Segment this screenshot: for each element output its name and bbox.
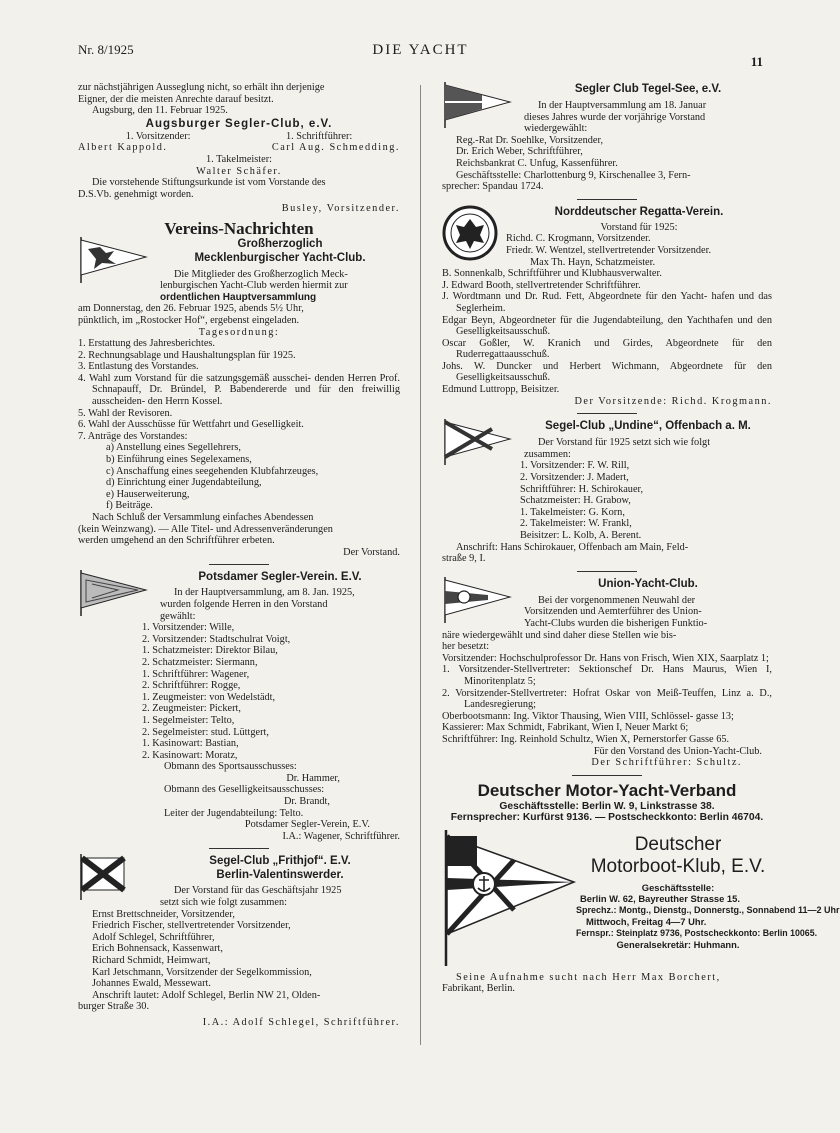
list-item: Max Th. Hayn, Schatzmeister. bbox=[530, 256, 656, 268]
ad-title-line: Motorboot-Klub, E.V. bbox=[590, 855, 766, 877]
text-line: setzt sich wie folgt zusammen: bbox=[160, 897, 287, 909]
list-item: Edgar Beyn, Abgeordneter für die Jugendabteilung, den Yachthafen und den Geselligkeitsausschuß. bbox=[442, 314, 772, 338]
role-label: 1. Schriftführer: bbox=[285, 130, 353, 142]
agenda-item: 2. Rechnungsablage und Haushaltungsplan für 1925. bbox=[78, 349, 296, 361]
text-line: D.S.Vb. genehmigt worden. bbox=[78, 188, 194, 200]
text-line: Obmann des Sportsausschusses: bbox=[164, 761, 297, 773]
text-line: zur nächstjährigen Ausseglung nicht, so erhält ihn derjenige bbox=[78, 82, 325, 93]
text-line: Die Mitglieder des Großherzoglich Meck- bbox=[174, 268, 348, 280]
member-list bbox=[78, 622, 400, 761]
text-line: Bei der vorgenommenen Neuwahl der bbox=[538, 594, 696, 606]
club-title: Mecklenburgischer Yacht-Club. bbox=[194, 251, 366, 264]
agenda-subitem: d) Einrichtung einer Jugendabteilung, bbox=[106, 477, 262, 489]
club-title: Segler Club Tegel-See, e.V. bbox=[574, 83, 722, 95]
text-line: Anschrift: Hans Schirokauer, Offenbach am Main, Feld- bbox=[456, 541, 689, 553]
signature: Der Vorsitzende: Richd. Krogmann. bbox=[574, 395, 772, 407]
member-list bbox=[442, 460, 772, 541]
pennant-icon bbox=[442, 419, 512, 465]
agenda-item: 5. Wahl der Revisoren. bbox=[78, 407, 173, 419]
text-line: Die vorstehende Stiftungsurkunde ist vom Vorstande des bbox=[92, 177, 326, 189]
list-item: Richard Schmidt, Heimwart, bbox=[92, 955, 211, 966]
text-line: gewählt: bbox=[160, 610, 196, 622]
text-line: am Donnerstag, den 26. Februar 1925, abends 5½ Uhr, bbox=[78, 303, 304, 315]
list-item: Adolf Schlegel, Schriftführer, bbox=[92, 931, 215, 943]
list-item: 1. Vorsitzender: F. W. Rill, bbox=[520, 460, 630, 472]
text-line: näre wiedergewählt und sind daher diese Stellen wie bis- bbox=[442, 629, 677, 641]
pennant-icon bbox=[442, 577, 512, 623]
ad-line: Sprechz.: Montg., Dienstg., Donnerstg., Sonnabend 11—2 Uhr bbox=[576, 904, 840, 915]
club-title: Berlin-Valentinswerder. bbox=[216, 869, 344, 882]
section-divider bbox=[209, 564, 269, 565]
section-divider bbox=[577, 199, 637, 200]
text-line: Fabrikant, Berlin. bbox=[442, 983, 515, 995]
ad-line: Berlin W. 62, Bayreuther Strasse 15. bbox=[580, 893, 740, 905]
list-item: J. Wordtmann und Dr. Rud. Fett, Abgeordnete für den Yacht- hafen und das Seglerheim. bbox=[442, 291, 772, 314]
signature: Der Schriftführer: Schultz. bbox=[591, 757, 742, 769]
ad-line: Generalsekretär: Huhmann. bbox=[616, 938, 740, 950]
list-item: 1. Zeugmeister: von Wedelstädt, bbox=[142, 691, 276, 703]
list-item: Edmund Luttropp, Beisitzer. bbox=[442, 384, 560, 396]
list-item: 1. Schriftführer: Wagener, bbox=[142, 668, 250, 680]
text-line: Obmann des Geselligkeitsausschusses: bbox=[164, 784, 325, 796]
club-emblem-icon bbox=[442, 205, 498, 261]
bold-text: ordentlichen Hauptversammlung bbox=[160, 291, 317, 303]
text-line: wurden folgende Herren in den Vorstand bbox=[160, 598, 328, 610]
role-row bbox=[78, 131, 400, 143]
member-name: Dr. Brandt, bbox=[283, 796, 330, 808]
pennant-icon bbox=[442, 82, 512, 128]
list-item: Ernst Brettschneider, Vorsitzender, bbox=[92, 908, 235, 920]
club-title: Norddeutscher Regatta-Verein. bbox=[554, 205, 724, 218]
list-item: 2. Vorsitzender: J. Madert, bbox=[520, 472, 629, 484]
text-line: zusammen: bbox=[524, 448, 571, 460]
text-line: Nach Schluß der Versammlung einfaches Abendessen bbox=[92, 512, 314, 523]
agenda-subitem: e) Hauserweiterung, bbox=[106, 488, 190, 500]
list-item: 2. Vorsitzender-Stellvertreter: Hofrat Oskar von Meiß-Teuffen, Linz a. D., Landesregierung; bbox=[442, 687, 772, 711]
role-label: 1. Vorsitzender: bbox=[125, 130, 191, 142]
augsburg-section bbox=[78, 82, 400, 215]
union-section bbox=[442, 577, 772, 769]
left-column bbox=[78, 82, 400, 1029]
member-list bbox=[78, 909, 400, 990]
page-number: 11 bbox=[750, 54, 763, 69]
list-item: 1. Takelmeister: G. Korn, bbox=[520, 506, 625, 518]
list-item: Richd. C. Krogmann, Vorsitzender. bbox=[506, 233, 651, 245]
text-line: In der Hauptversammlung, am 8. Jan. 1925, bbox=[174, 587, 355, 599]
list-item: Erich Bohnensack, Kassenwart, bbox=[92, 943, 223, 955]
ad-line: Fernspr.: Steinplatz 9736, Postscheckkonto: Berlin 10065. bbox=[576, 927, 818, 938]
agenda-subitem: f) Beiträge. bbox=[106, 500, 153, 512]
ad-title-line: Deutscher bbox=[634, 833, 722, 855]
list-item: 2. Kasinowart: Moratz, bbox=[142, 749, 238, 761]
issue-number: Nr. 8/1925 bbox=[78, 42, 134, 57]
agenda-item: 7. Anträge des Vorstandes: bbox=[78, 430, 188, 442]
list-item: 1. Kasinowart: Bastian, bbox=[142, 738, 239, 750]
list-item: 2. Schatzmeister: Siermann, bbox=[142, 656, 258, 668]
text-line: Eigner, der die meisten Anrechte darauf besitzt. bbox=[78, 93, 274, 105]
section-divider bbox=[572, 775, 642, 776]
list-item: Schatzmeister: H. Grabow, bbox=[520, 495, 631, 507]
undine-section bbox=[442, 419, 772, 565]
text-line: Vorstand für 1925: bbox=[600, 221, 678, 233]
text-line: werden umgehend an den Schriftführer erbeten. bbox=[78, 535, 275, 547]
ad-title: Deutscher Motor-Yacht-Verband bbox=[477, 780, 737, 800]
list-item: 1. Schatzmeister: Direktor Bilau, bbox=[142, 645, 278, 657]
signature: Potsdamer Segler-Verein, E.V. bbox=[244, 819, 370, 831]
agenda-item: 3. Entlastung des Vorstandes. bbox=[78, 361, 199, 373]
text-line: her besetzt: bbox=[442, 641, 490, 653]
motorboat-club-pennant-icon bbox=[442, 830, 578, 966]
section-divider bbox=[577, 571, 637, 572]
club-title: Segel-Club „Frithjof“. E.V. bbox=[209, 855, 351, 868]
magazine-title: DIE YACHT bbox=[372, 42, 469, 58]
club-title: Augsburger Segler-Club, e.V. bbox=[145, 117, 333, 130]
text-line: straße 9, I. bbox=[442, 553, 486, 565]
club-title: Großherzoglich bbox=[237, 237, 323, 250]
text-line: Geschäftsstelle: Charlottenburg 9, Kirschenallee 3, Fern- bbox=[456, 169, 691, 181]
list-item: Johs. W. Duncker und Herbert Wichmann, Abgeordnete für den Geselligkeitsausschuß. bbox=[442, 360, 772, 384]
text-line: lenburgischen Yacht-Club werden hiermit zur bbox=[160, 280, 348, 292]
right-column bbox=[442, 82, 840, 995]
list-item: Dr. Erich Weber, Schriftführer, bbox=[456, 146, 583, 158]
signature: Für den Vorstand des Union-Yacht-Club. bbox=[593, 745, 762, 757]
text-line: sprecher: Spandau 1724. bbox=[442, 181, 544, 193]
text-line: Leiter der Jugendabteilung: Telto. bbox=[164, 807, 304, 819]
list-item: Schriftführer: H. Schirokauer, bbox=[520, 483, 644, 495]
member-list bbox=[442, 135, 772, 170]
list-item: J. Edward Booth, stellvertretender Schriftführer. bbox=[442, 279, 641, 291]
club-title: Union-Yacht-Club. bbox=[598, 577, 698, 590]
list-item: Johannes Ewald, Messewart. bbox=[92, 978, 211, 990]
agenda-item: 4. Wahl zum Vorstand für die satzungsgemäß ausschei- denden Herren Prof. Schnapauff, Dr. Bründel, P. Babendererde und für den freiwillig ausscheiden- den Herrn Kossel. bbox=[78, 372, 400, 408]
text-line: Augsburg, den 11. Februar 1925. bbox=[92, 105, 228, 117]
list-item: Reg.-Rat Dr. Soehlke, Vorsitzender, bbox=[456, 134, 604, 146]
text-line: Seine Aufnahme sucht nach Herr Max Borchert, bbox=[456, 971, 721, 983]
member-name: Dr. Hammer, bbox=[286, 772, 340, 784]
ad-phone: Fernsprecher: Kurfürst 9136. — Postscheckkonto: Berlin 46704. bbox=[450, 812, 764, 824]
member-name: Carl Aug. Schmedding. bbox=[271, 142, 400, 154]
agenda-item: 1. Erstattung des Jahresberichtes. bbox=[78, 338, 215, 350]
list-item: 1. Vorsitzender: Wille, bbox=[142, 622, 235, 634]
list-item: Oberbootsmann: Ing. Viktor Thausing, Wien VIII, Schlössel- gasse 13; bbox=[442, 710, 734, 722]
list-item: 2. Takelmeister: W. Frankl, bbox=[520, 518, 632, 530]
member-name: Albert Kappold. bbox=[78, 142, 168, 154]
signature: I.A.: Wagener, Schriftführer. bbox=[282, 830, 400, 842]
potsdam-section bbox=[78, 570, 400, 842]
text-line: Yacht-Clubs wurden die bisherigen Funktio- bbox=[524, 617, 708, 629]
list-item: Reichsbankrat C. Unfug, Kassenführer. bbox=[456, 157, 618, 169]
list-item: Schriftführer: Ing. Reinhold Schultz, Wien X, Pernerstorfer Gasse 65. bbox=[442, 733, 730, 745]
list-item: Beisitzer: L. Kolb, A. Berent. bbox=[520, 530, 642, 541]
text-line: (kein Weinzwang). — Alle Titel- und Adressenveränderungen bbox=[78, 523, 333, 535]
list-item: Karl Jetschmann, Vorsitzender der Segelkommission, bbox=[92, 966, 312, 978]
agenda-subitem: b) Einführung eines Segelexamens, bbox=[106, 454, 252, 466]
text-line: Anschrift lautet: Adolf Schlegel, Berlin NW 21, Olden- bbox=[92, 989, 321, 1001]
list-item: Friedrich Fischer, stellvertretender Vorsitzender, bbox=[92, 920, 291, 932]
club-title: Segel-Club „Undine“, Offenbach a. M. bbox=[545, 420, 751, 433]
pennant-icon bbox=[78, 854, 148, 900]
column-divider bbox=[420, 85, 421, 1045]
dmbk-ad bbox=[442, 830, 840, 966]
text-line: dieses Jahres wurde der vorjährige Vorstand bbox=[524, 111, 706, 123]
agenda-title: Tagesordnung: bbox=[198, 326, 280, 338]
list-item: Friedr. W. Wentzel, stellvertretender Vorsitzender. bbox=[506, 244, 712, 256]
page-header bbox=[78, 42, 763, 72]
text-line: In der Hauptversammlung am 18. Januar bbox=[538, 100, 707, 111]
agenda-subitem: c) Anschaffung eines seegehenden Klubfahrzeuges, bbox=[106, 465, 319, 477]
agenda-subitem: a) Anstellung eines Segellehrers, bbox=[106, 442, 241, 454]
ad-title bbox=[580, 834, 776, 878]
agenda-item: 6. Wahl der Ausschüsse für Wettfahrt und Geselligkeit. bbox=[78, 419, 304, 431]
nrv-section bbox=[442, 205, 772, 408]
pennant-icon bbox=[78, 237, 148, 283]
list-item: 2. Segelmeister: stud. Lüttgert, bbox=[142, 726, 269, 738]
tegel-section bbox=[442, 82, 772, 193]
list-item: Oscar Goßler, W. Kranich und Girdes, Abgeordnete für den Ruderregattaausschuß. bbox=[442, 337, 772, 361]
text-line: Vorsitzenden und Aemterführer des Union- bbox=[524, 606, 702, 618]
signature: Der Vorstand. bbox=[343, 546, 400, 558]
name-row bbox=[78, 142, 400, 154]
ad-line: Mittwoch, Freitag 4—7 Uhr. bbox=[586, 916, 707, 928]
list-item: 1. Vorsitzender-Stellvertreter: Sektionschef Dr. Hans Maurus, Wien I, Minoritenplatz 5; bbox=[442, 664, 772, 687]
text-line: Der Vorstand für 1925 setzt sich wie folgt bbox=[538, 437, 711, 449]
text-line: pünktlich, im „Rostocker Hof“, ergebenst eingeladen. bbox=[78, 314, 300, 326]
ad-line: Geschäftsstelle: bbox=[641, 881, 715, 893]
club-title: Potsdamer Segler-Verein. E.V. bbox=[198, 571, 362, 584]
ad-office: Geschäftsstelle: Berlin W. 9, Linkstrasse 38. bbox=[499, 800, 715, 812]
text-line: Der Vorstand für das Geschäftsjahr 1925 bbox=[174, 885, 342, 897]
list-item: 2. Vorsitzender: Stadtschulrat Voigt, bbox=[142, 633, 291, 645]
list-item: 1. Segelmeister: Telto, bbox=[142, 714, 235, 726]
list-item: 2. Zeugmeister: Pickert, bbox=[142, 703, 241, 715]
signature: Busley, Vorsitzender. bbox=[281, 203, 400, 215]
section-divider bbox=[209, 848, 269, 849]
text-line: wiedergewählt: bbox=[524, 123, 588, 135]
dmyv-ad bbox=[442, 781, 772, 824]
list-item: Vorsitzender: Hochschulprofessor Dr. Hans von Frisch, Wien XIX, Saarplatz 1; bbox=[442, 652, 769, 664]
ad-details bbox=[576, 881, 840, 950]
signature: I.A.: Adolf Schlegel, Schriftführer. bbox=[202, 1016, 400, 1028]
list-item: B. Sonnenkalb, Schriftführer und Klubhausverwalter. bbox=[442, 268, 662, 280]
pennant-icon bbox=[78, 570, 148, 616]
list-item: Kassierer: Max Schmidt, Fabrikant, Wien I, Neuer Markt 6; bbox=[442, 722, 689, 734]
mecklenburg-section bbox=[78, 237, 400, 559]
section-title: Vereins-Nachrichten bbox=[164, 218, 314, 238]
member-name: Walter Schäfer. bbox=[196, 165, 282, 177]
list-item: 2. Schriftführer: Rogge, bbox=[142, 680, 241, 692]
frithjof-section bbox=[78, 854, 400, 1028]
role-label: 1. Takelmeister: bbox=[206, 153, 272, 165]
text-line: burger Straße 30. bbox=[78, 1001, 150, 1013]
section-divider bbox=[577, 413, 637, 414]
